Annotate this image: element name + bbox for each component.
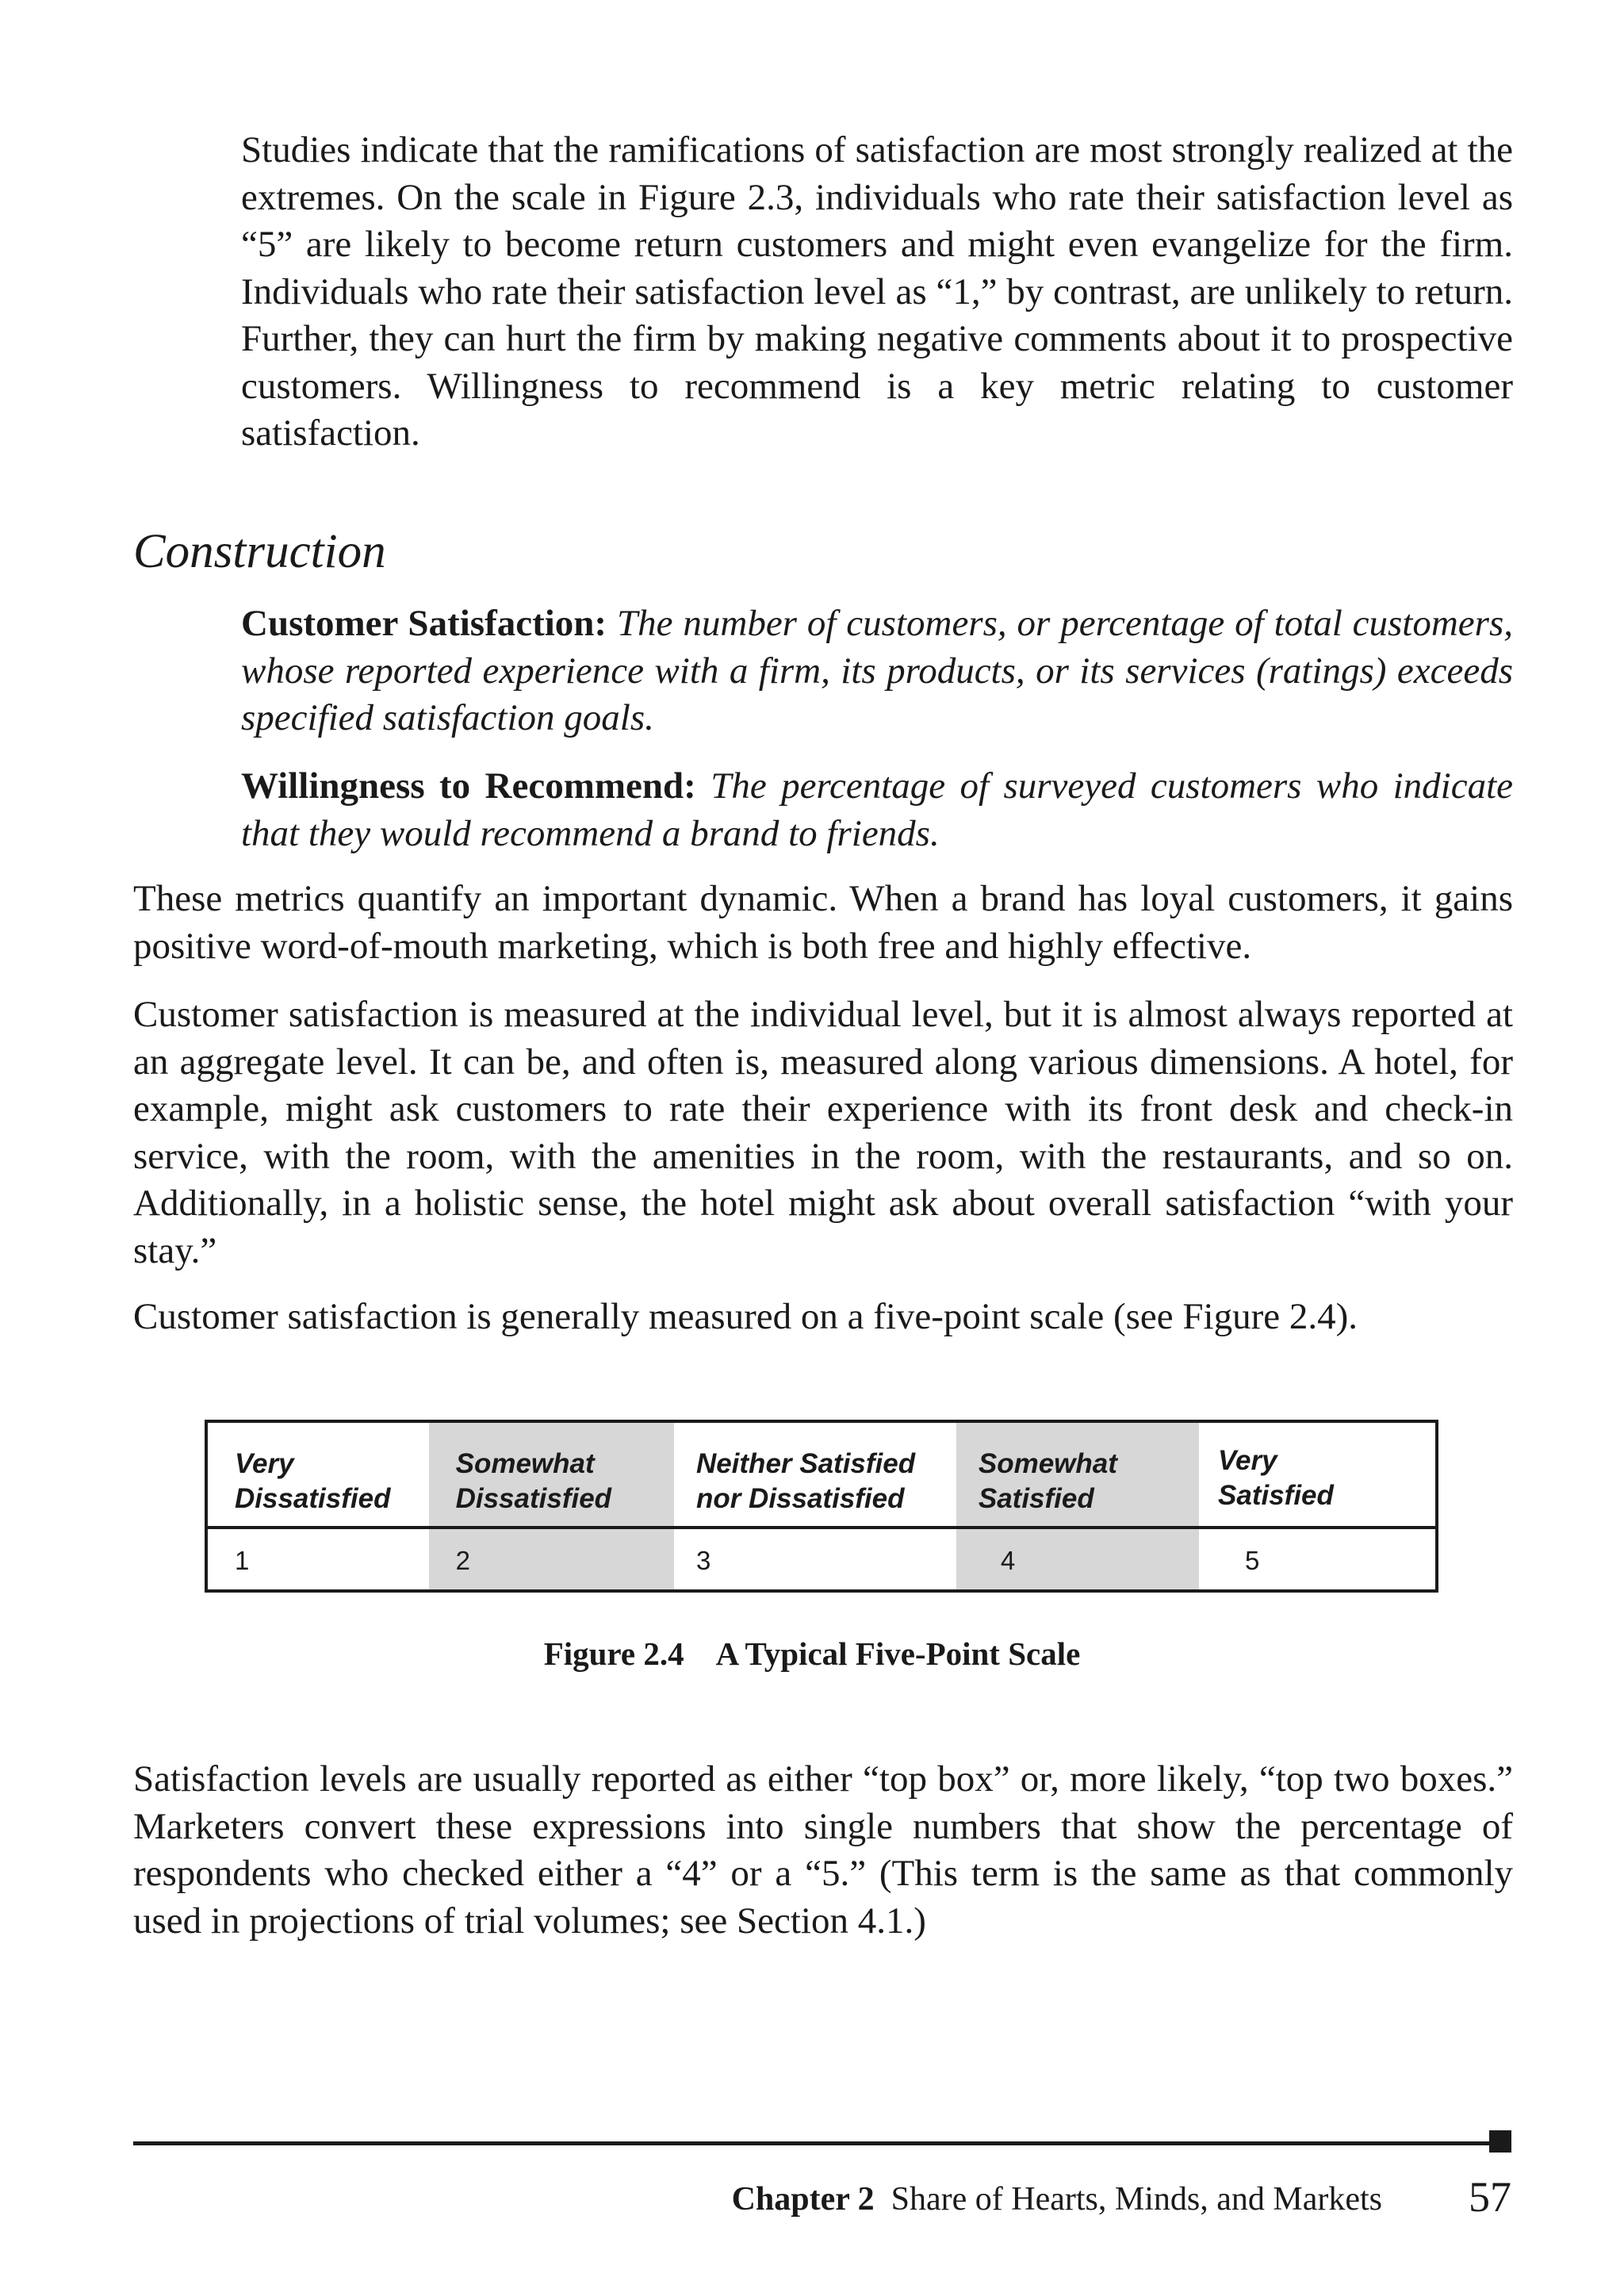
figure-caption (0, 1634, 1624, 1673)
definition-text: The number of customers, or percentage of total customers, whose reported experience with a firm, its products, or its services (ratings) exceeds specified satisfaction goals. (241, 603, 1513, 738)
scale-label: Neither Satisfied nor Dissatisfied (695, 1448, 916, 1514)
body-paragraph-dynamic: These metrics quantify an important dynamic. When a brand has loyal customers, it gains positive word-of-mouth marketing, which is both free and highly effective. (133, 878, 1513, 967)
body-paragraph-five-point: Customer satisfaction is generally measured on a five-point scale (see Figure 2.4). (133, 1296, 1358, 1337)
scale-labels-row (206, 1421, 1437, 1528)
figure-title: A Typical Five-Point Scale (715, 1635, 1081, 1672)
scale-value: 4 (956, 1528, 1199, 1591)
figure-number: Figure 2.4 (543, 1635, 684, 1672)
body-paragraph-top-box: Satisfaction levels are usually reported as either “top box” or, more likely, “top two boxes.” Marketers convert these expressions into single numbers that show the percentage of respondents who checked either a “4” or a “5.” (This term is the same as that commonly used in projections of trial volumes; see Section 4.1.) (133, 1758, 1513, 1942)
running-footer (732, 2178, 1382, 2221)
scale-value: 2 (429, 1528, 674, 1591)
footer-rule (133, 2141, 1511, 2145)
intro-paragraph: Studies indicate that the ramifications of satisfaction are most strongly realized at the extremes. On the scale in Figure 2.3, individuals who rate their satisfaction level as “5” are likely to become return customers and might even evangelize for the firm. Individuals who rate their satisfaction level as “1,” by contrast, are unlikely to return. Further, they can hurt the firm by making negative comments about it to prospective customers. Willingness to recommend is a key metric relating to customer satisfaction. (241, 129, 1513, 454)
five-point-scale-figure (205, 1420, 1438, 1593)
scale-label: Very Dissatisfied (235, 1448, 391, 1514)
scale-value: 5 (1199, 1528, 1437, 1591)
page-number: 57 (1469, 2173, 1511, 2221)
definition-term: Customer Satisfaction: (241, 603, 607, 644)
scale-value: 1 (206, 1528, 429, 1591)
definition-willingness-to-recommend (241, 763, 1513, 857)
scale-label: Somewhat Dissatisfied (429, 1421, 674, 1528)
definition-customer-satisfaction (241, 600, 1513, 742)
body-paragraph-measured: Customer satisfaction is measured at the individual level, but it is almost always reported at an aggregate level. It can be, and often is, measured along various dimensions. A hotel, for example, might ask customers to rate their experience with its front desk and check-in service, with the room, with the amenities in the room, with the restaurants, and so on. Additionally, in a holistic sense, the hotel might ask about overall satisfaction “with your stay.” (133, 994, 1513, 1271)
definition-text: The percentage of surveyed customers who indicate that they would recommend a brand to friends. (241, 765, 1513, 854)
section-heading: Construction (133, 525, 386, 578)
footer-rule-marker (1489, 2130, 1511, 2153)
scale-label: Very Satisfied (1218, 1445, 1334, 1511)
definition-term: Willingness to Recommend: (241, 765, 696, 807)
chapter-title: Share of Hearts, Minds, and Markets (891, 2181, 1382, 2218)
chapter-label: Chapter 2 (731, 2181, 875, 2218)
scale-values-row (206, 1528, 1437, 1591)
scale-value: 3 (674, 1528, 956, 1591)
scale-label: Somewhat Satisfied (956, 1421, 1199, 1528)
